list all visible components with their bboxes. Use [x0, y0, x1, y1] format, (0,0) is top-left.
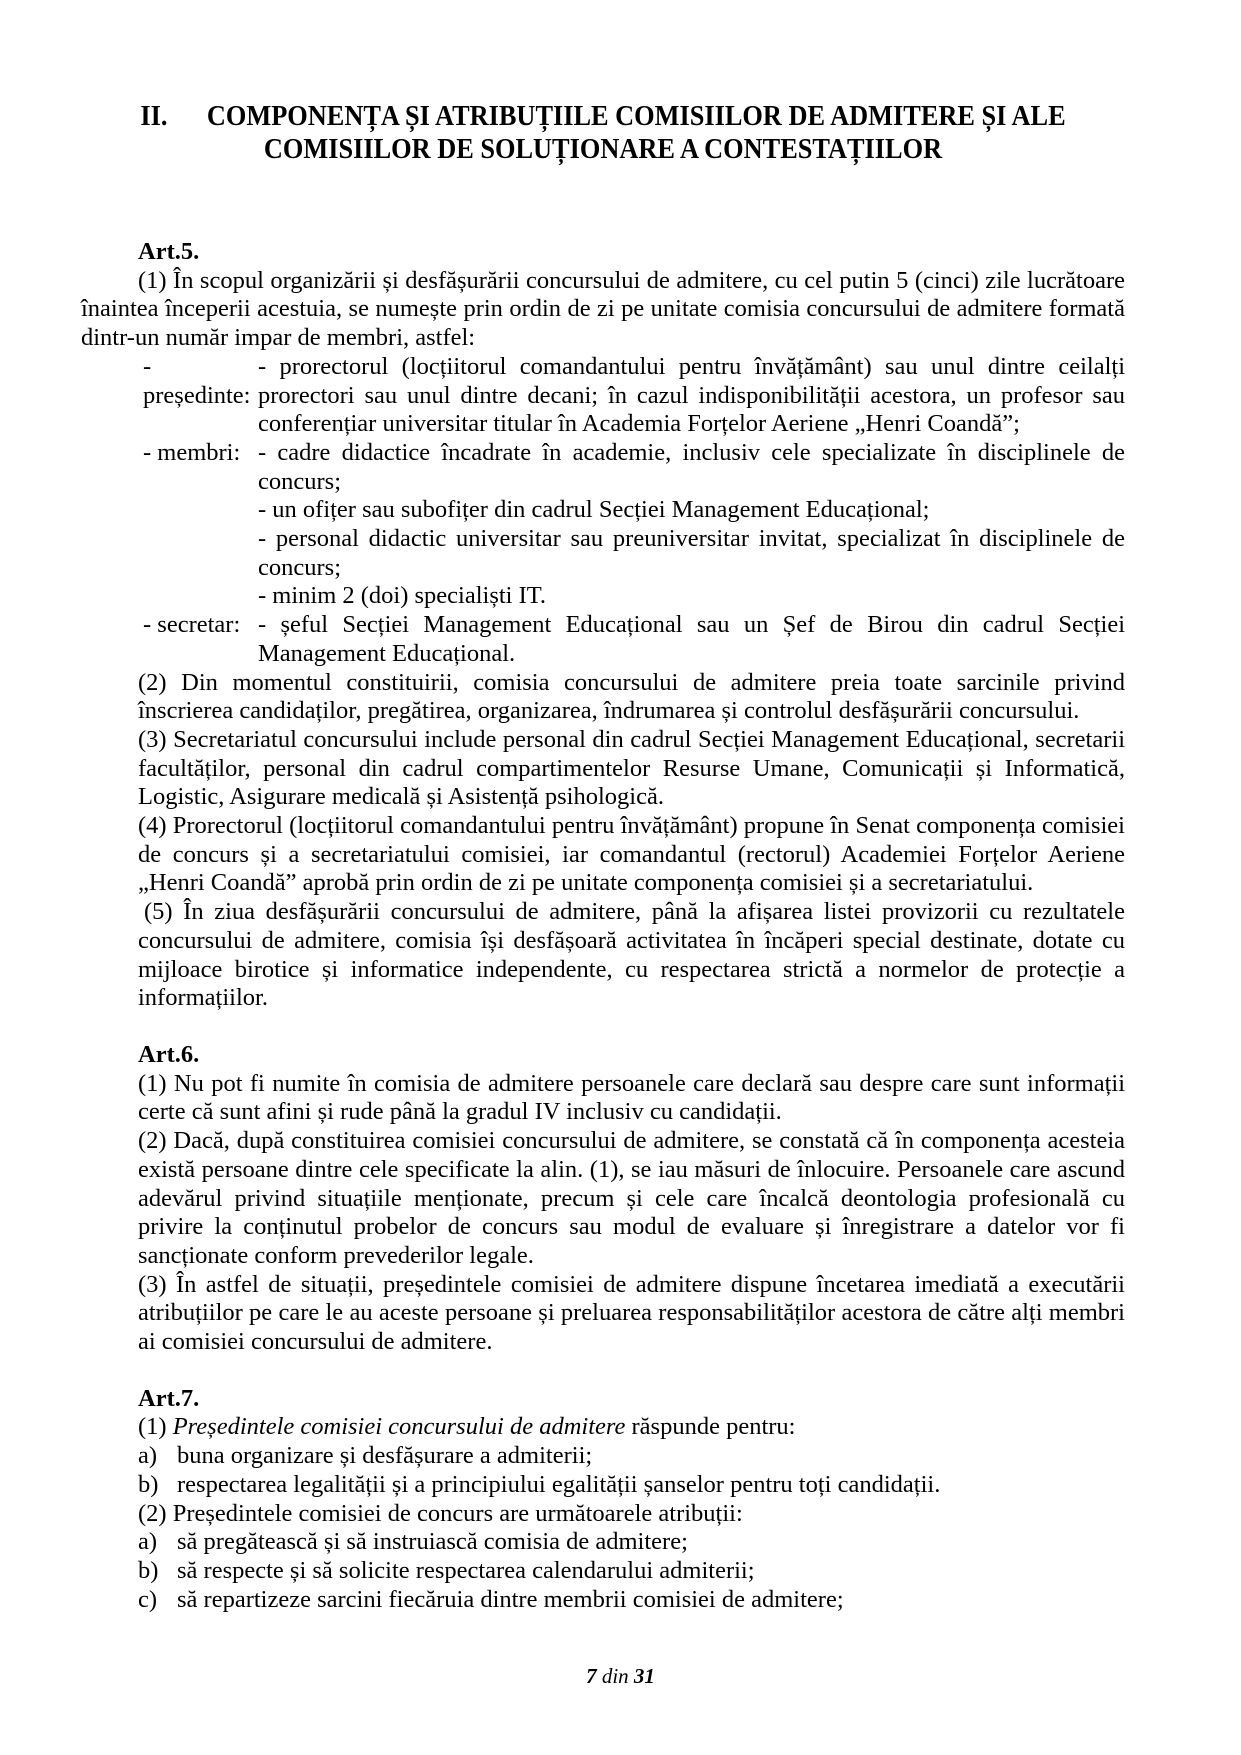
role-item: - personal didactic universitar sau preuniversitar invitat, specializat în disciplinele de concurs; — [258, 525, 1125, 581]
section-gap — [81, 1357, 1125, 1385]
list-marker: a) — [138, 1528, 158, 1556]
art7-list1-item-b — [138, 1471, 1125, 1500]
art7-paragraph-2: (2) Președintele comisiei de concurs are următoarele atribuții: — [138, 1499, 743, 1527]
footer-total-pages: 31 — [633, 1664, 655, 1688]
art7-list2-item-c — [138, 1586, 1125, 1615]
art7-heading: Art.7. — [138, 1384, 200, 1412]
role-label-presedinte: - președinte: — [143, 352, 251, 409]
title-line-1 — [112, 100, 1093, 133]
role-row-membri — [143, 439, 1125, 611]
art7-p1-italic: Președintele comisiei concursului de admitere — [172, 1413, 626, 1441]
section-gap — [81, 1013, 1125, 1041]
page-footer — [0, 1663, 1241, 1689]
art5-paragraph-1: (1) În scopul organizării și desfășurării concursului de admitere, cu cel putin 5 (cinci) zile lucrătoare înaintea începerii acestuia, se numește prin ordin de zi pe unitate comisia concursului de admitere formată dintr-un număr impar de membri, astfel: — [81, 266, 1125, 352]
title-line-2: COMISIILOR DE SOLUȚIONARE A CONTESTAȚIILOR — [263, 134, 943, 165]
role-items-presedinte — [258, 353, 1125, 439]
art5-paragraph-5: (5) În ziua desfășurării concursului de admitere, până la afișarea listei provizorii cu rezultatele concursului de admitere, comisia își desfășoară activitatea în încăperi special destinate, dotate cu mijloace birotice și informatice independente, cu respectarea strictă a normelor de protecție a informațiilor. — [138, 898, 1125, 1012]
role-item: - un ofițer sau subofițer din cadrul Secției Management Educațional; — [258, 496, 930, 524]
art5-paragraph-2: (2) Din momentul constituirii, comisia concursului de admitere preia toate sarcinile privind înscrierea candidaților, pregătirea, organizarea, îndrumarea și controlul desfășurării concursului. — [138, 668, 1125, 725]
role-row-presedinte — [143, 353, 1125, 439]
role-items-membri — [258, 439, 1125, 611]
list-marker: a) — [138, 1442, 158, 1470]
art6-paragraph-3: (3) În astfel de situații, președintele comisiei de admitere dispune încetarea imediată a executării atribuțiilor pe care le au aceste persoane și preluarea responsabilităților acestora de către alți membri ai comisiei concursului de admitere. — [138, 1270, 1125, 1356]
role-label-secretar: - secretar: — [143, 611, 241, 639]
list-marker: b) — [138, 1470, 159, 1498]
list-text: să repartizeze sarcini fiecăruia dintre membrii comisiei de admitere; — [177, 1585, 844, 1613]
footer-separator: din — [601, 1664, 629, 1688]
list-text: buna organizare și desfășurare a admiterii; — [177, 1442, 593, 1470]
art7-paragraph-1 — [138, 1413, 1125, 1442]
list-text: să respecte și să solicite respectarea calendarului admiterii; — [177, 1556, 755, 1584]
art6-heading: Art.6. — [138, 1040, 200, 1068]
art6-paragraph-1: (1) Nu pot fi numite în comisia de admitere persoanele care declară sau despre care sunt informații certe că sunt afini și rude până la gradul IV inclusiv cu candidații. — [138, 1069, 1125, 1126]
art7-p1-prefix: (1) — [138, 1413, 173, 1441]
list-text: să pregătească și să instruiască comisia de admitere; — [177, 1528, 688, 1556]
list-marker: b) — [138, 1556, 159, 1584]
footer-current-page: 7 — [586, 1664, 597, 1688]
title-line-1-text: COMPONENȚA ȘI ATRIBUȚIILE COMISIILOR DE ADMITERE ȘI ALE — [206, 101, 1066, 132]
art7-list1-item-a — [138, 1442, 1125, 1471]
role-item: - prorectorul (locțiitorul comandantului pentru învățământ) sau unul dintre ceilalți prorectori sau unul dintre decani; în cazul indisponibilității acestora, un profesor sau conferențiar universitar titular în Academia Forțelor Aeriene „Henri Coandă”; — [258, 352, 1125, 438]
role-row-secretar — [143, 611, 1125, 668]
art5-paragraph-3: (3) Secretariatul concursului include personal din cadrul Secției Management Educațional, secretarii facultăților, personal din cadrul compartimentelor Resurse Umane, Comunicații și Informatică, Logistic, Asigurare medicală și Asistență psihologică. — [138, 725, 1125, 811]
list-text: respectarea legalității și a principiului egalității șanselor pentru toți candidații. — [177, 1470, 941, 1498]
list-marker: c) — [138, 1585, 158, 1613]
title-number: II. — [140, 101, 168, 132]
role-item: - minim 2 (doi) specialiști IT. — [258, 582, 547, 610]
art6-paragraph-2: (2) Dacă, după constituirea comisiei concursului de admitere, se constată că în componența acesteia există persoane dintre cele specificate la alin. (1), se iau măsuri de înlocuire. Persoanele care ascund adevărul privind situațiile menționate, precum și cele care încalcă deontologia profesională cu privire la conținutul probelor de concurs sau modul de evaluare și înregistrare a datelor vor fi sancționate conform prevederilor legale. — [138, 1127, 1125, 1269]
role-item: - șeful Secției Management Educațional sau un Șef de Birou din cadrul Secției Management Educațional. — [258, 611, 1125, 667]
role-items-secretar — [258, 611, 1125, 668]
art7-list2-item-a — [138, 1528, 1125, 1557]
document-title — [81, 100, 1125, 166]
art5-paragraph-4: (4) Prorectorul (locțiitorul comandantului pentru învățământ) propune în Senat componența comisiei de concurs și a secretariatului comisiei, iar comandantul (rectorul) Academiei Forțelor Aeriene „Henri Coandă” aprobă prin ordin de zi pe unitate componența comisiei și a secretariatului. — [138, 812, 1125, 897]
art7-list2-item-b — [138, 1557, 1125, 1586]
role-label-membri: - membri: — [143, 438, 241, 466]
art7-p1-rest: răspunde pentru: — [625, 1413, 796, 1441]
role-item: - cadre didactice încadrate în academie, inclusiv cele specializate în disciplinele de concurs; — [258, 438, 1125, 495]
art5-heading: Art.5. — [138, 238, 200, 265]
